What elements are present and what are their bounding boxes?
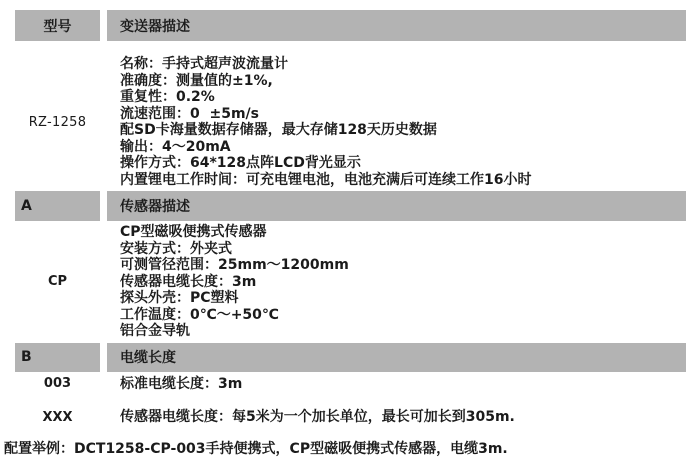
transmitter-description-header: 变送器描述 [107, 10, 686, 41]
table-header-row [15, 10, 686, 41]
standard-cable-code: 003 [43, 376, 72, 392]
standard-cable-description [107, 376, 686, 393]
extension-cable-row [15, 409, 686, 426]
configuration-example: 配置举例：DCT1258-CP-003手持便携式，CP型磁吸便携式传感器，电缆3m. [4, 441, 508, 457]
extension-cable-description [107, 409, 686, 426]
spec-line: 安装方式：外夹式 [120, 240, 232, 257]
spec-line: 重复性：0.2% [120, 89, 215, 105]
spec-line: 内置锂电工作时间：可充电锂电池，电池充满后可连续工作16小时 [120, 171, 532, 188]
section-a-code: A [15, 191, 100, 221]
transmitter-row [15, 41, 686, 191]
spec-table [15, 10, 686, 426]
spec-line: 配SD卡海量数据存储器，最大存储128天历史数据 [120, 122, 437, 138]
spec-line: 流速范围：0 ±5m/s [120, 105, 259, 122]
spec-line: 可测管径范围：25mm～1200mm [120, 257, 349, 273]
spec-line: 铝合金导轨 [120, 323, 190, 339]
extension-cable-code: XXX [42, 409, 73, 425]
spec-line: 工作温度：0℃～+50℃ [120, 306, 279, 323]
section-a-header-row [15, 191, 686, 221]
cable-length-header: 电缆长度 [107, 343, 686, 372]
spec-line: CP型磁吸便携式传感器 [120, 224, 267, 240]
sensor-spec-lines [107, 224, 686, 340]
spec-line: 准确度：测量值的±1%, [120, 72, 273, 89]
standard-cable-row [15, 372, 686, 393]
spec-line: 名称：手持式超声波流量计 [120, 56, 288, 72]
spec-line: 探头外壳：PC塑料 [120, 290, 239, 306]
model-column-header: 型号 [15, 10, 100, 41]
sensor-row [15, 221, 686, 343]
sensor-description-header: 传感器描述 [107, 191, 686, 221]
spec-line: 标准电缆长度：3m [120, 375, 243, 392]
transmitter-model-code: RZ-1258 [28, 114, 87, 130]
section-b-code: B [15, 343, 100, 372]
spec-line: 操作方式：64*128点阵LCD背光显示 [120, 155, 361, 171]
transmitter-spec-lines [107, 56, 686, 188]
spec-line: 传感器电缆长度：3m [120, 273, 257, 290]
sensor-model-code: CP [47, 274, 68, 290]
spec-line: 输出：4～20mA [120, 138, 231, 155]
section-b-header-row [15, 343, 686, 372]
spec-line: 传感器电缆长度：每5米为一个加长单位，最长可加长到305m. [120, 409, 515, 425]
